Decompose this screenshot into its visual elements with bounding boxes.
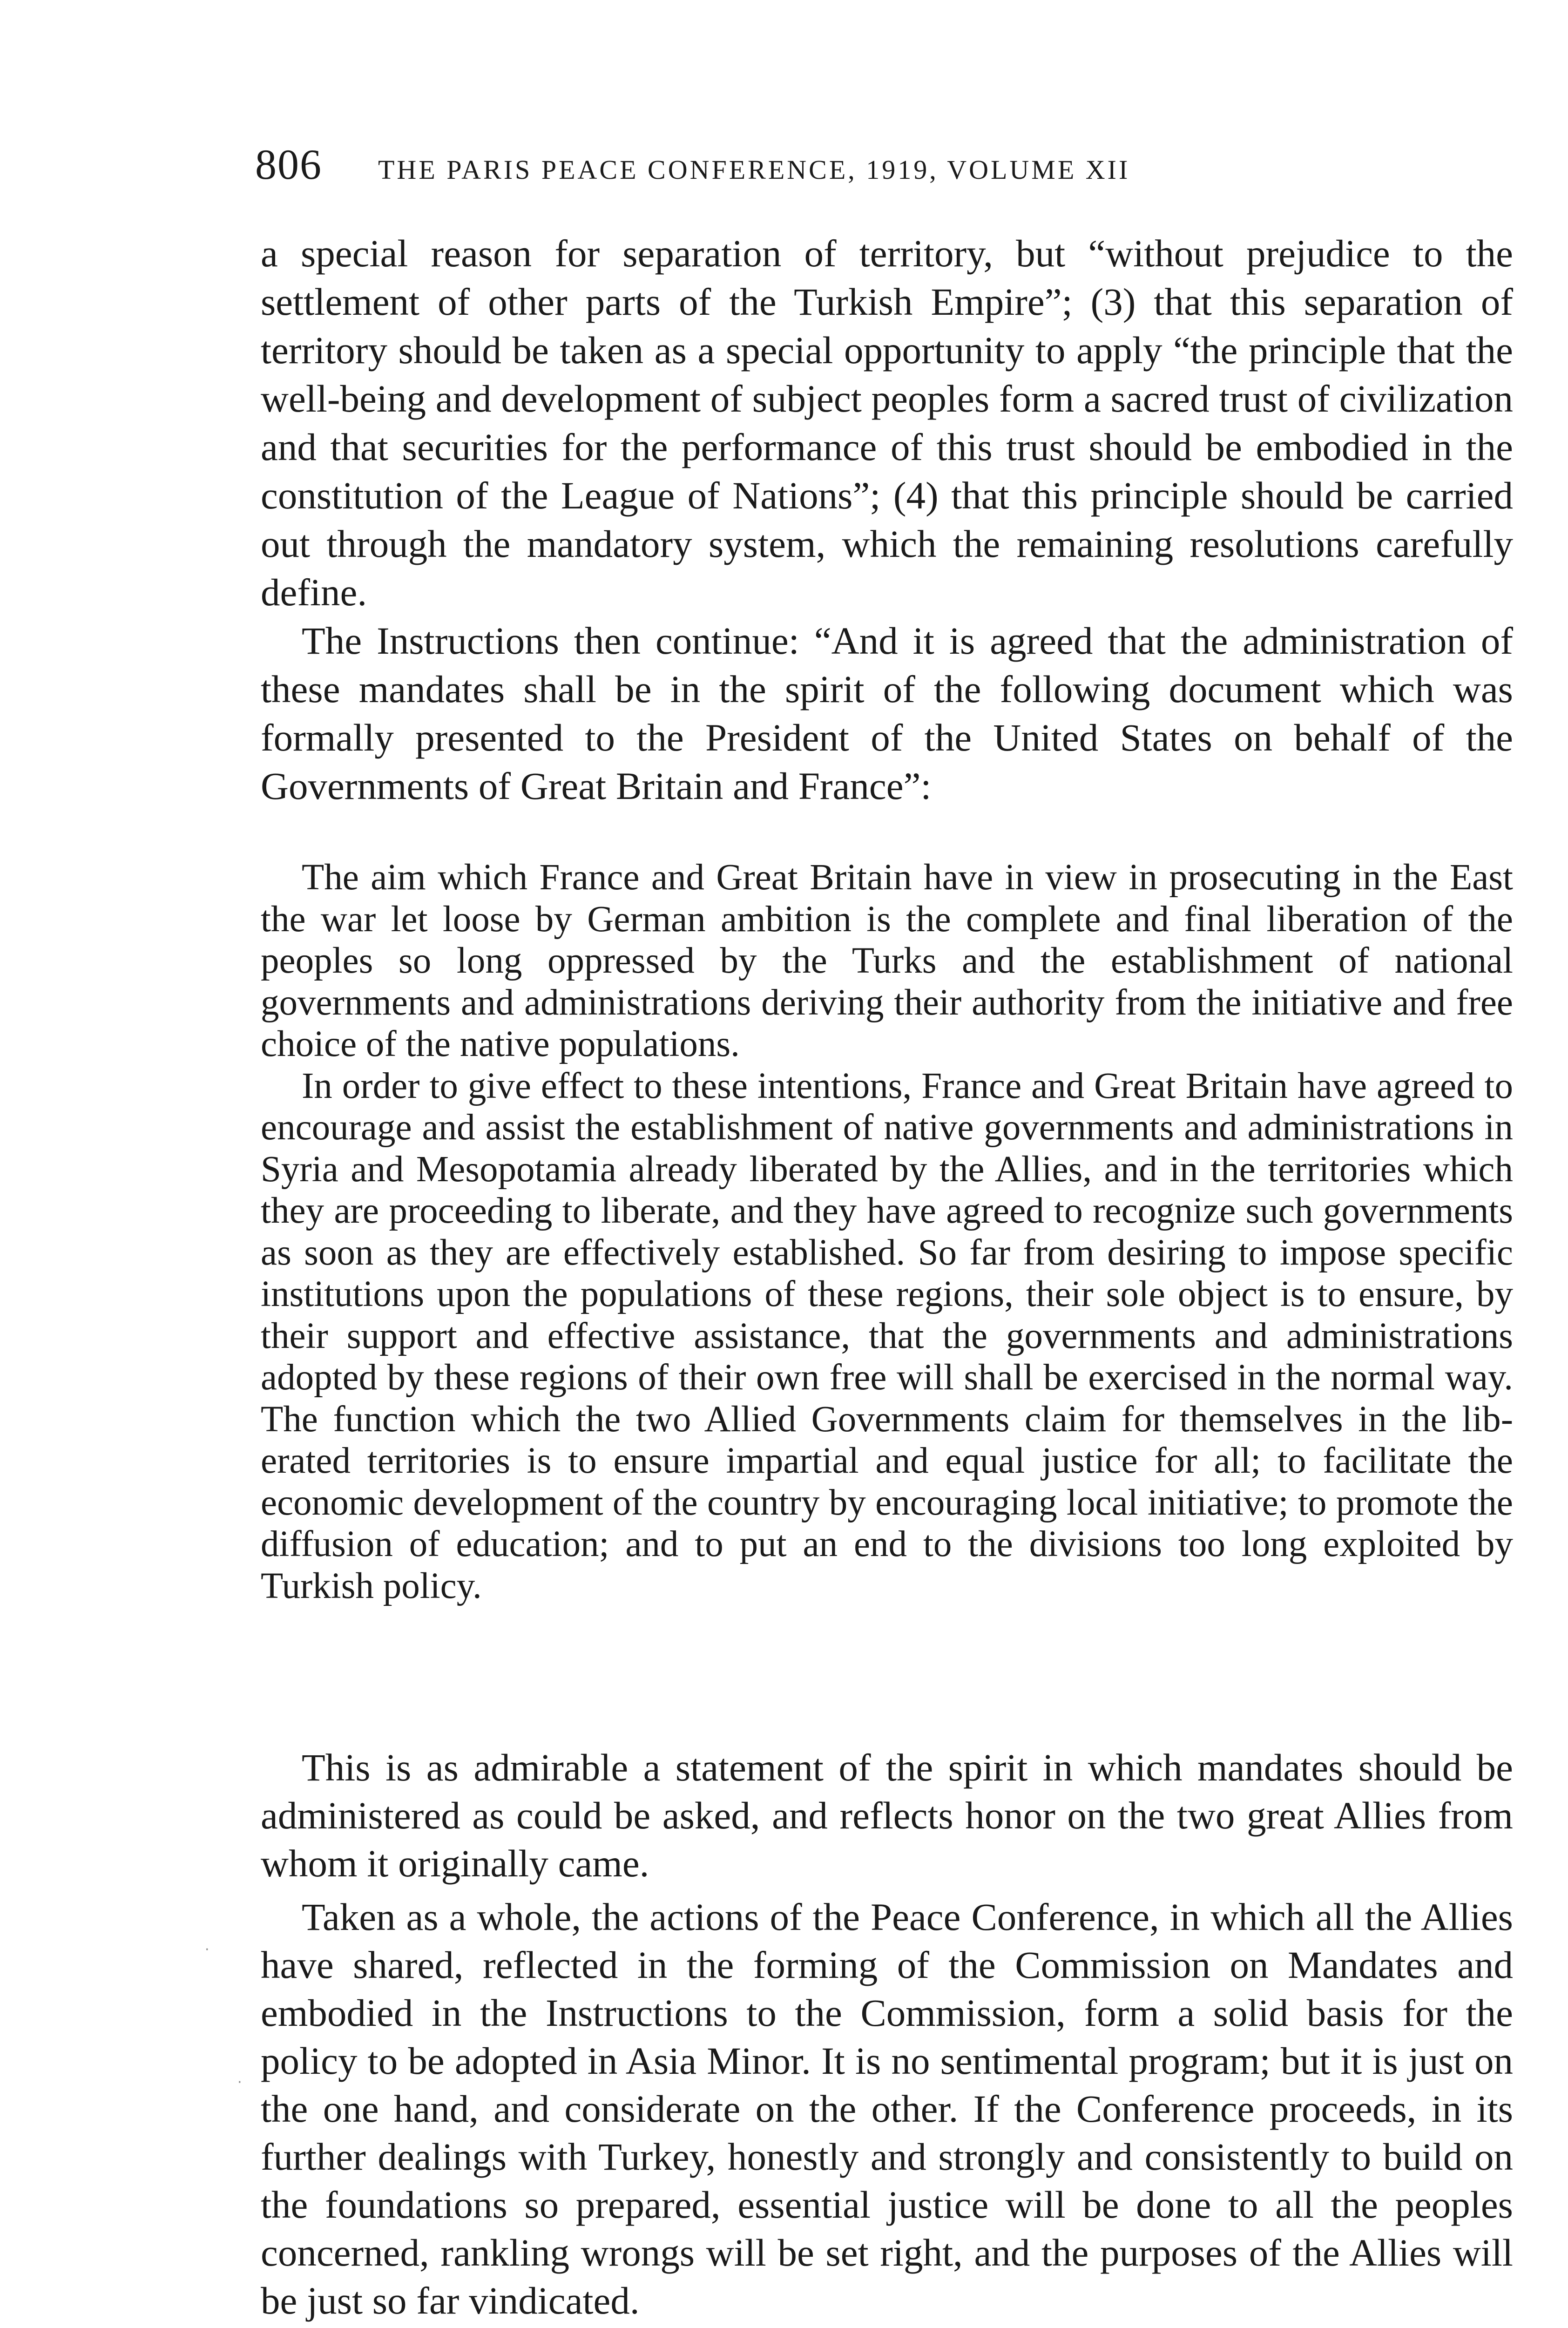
quotation-paragraph-aim: The aim which France and Great Britain have in view in prosecuting in the East the war let loose by German ambition is the complete and final liberation of the peoples so long oppressed by the Turks and the establishment of national governments and administrations deriving their authority from the initiative and free choice of the native populations.	[261, 857, 1513, 1064]
page-header	[255, 140, 1512, 191]
paragraph-continued: a special reason for separation of territory, but “without prejudice to the settlement of other parts of the Turkish Empire”; (3) that this separation of territory should be taken as a special opportunity to apply “the principle that the well-being and development of subject peoples form a sacred trust of civilization and that securities for the performance of this trust should be embodied in the constitution of the League of Nations”; (4) that this principle should be carried out through the mandatory system, which the remaining resolutions carefully define.	[261, 232, 1513, 614]
body-section-2	[261, 1744, 1513, 2325]
quotation-paragraph-intentions: In order to give effect to these intentions, France and Great Britain have agreed to encourage and assist the establishment of native governments and administrations in Syria and Mesopotamia already liberated by the Allies, and in the territories which they are proceeding to liberate, and they have agreed to recognize such governments as soon as they are effectively established. So far from desiring to impose specific institutions upon the populations of these regions, their sole object is to ensure, by their support and effective assistance, that the governments and administrations adopted by these regions of their own free will shall be exercised in the normal way. The function which the two Allied Governments claim for themselves in the liberated territories is to ensure impartial and equal justice for all; to facilitate the economic development of the country by encouraging local initiative; to promote the diffusion of education; and to put an end to the divisions too long exploited by Turkish policy.	[261, 1065, 1513, 1606]
page-number: 806	[255, 141, 322, 188]
running-head: THE PARIS PEACE CONFERENCE, 1919, VOLUME XII	[378, 155, 1130, 185]
scan-speck: ·	[205, 1942, 210, 1958]
scan-speck: ·	[237, 2074, 242, 2091]
block-quotation	[261, 857, 1513, 1607]
paragraph-admirable-statement: This is as admirable a statement of the spirit in which mandates should be administered as could be asked, and reflects honor on the two great Allies from whom it originally came.	[261, 1746, 1513, 1885]
paragraph-instructions: The Instructions then continue: “And it is agreed that the administration of these mandates shall be in the spirit of the following document which was formally presented to the President of the United States on behalf of the Governments of Great Britain and France”:	[261, 619, 1513, 807]
body-section-1	[261, 229, 1513, 810]
paragraph-conclusion: Taken as a whole, the actions of the Peace Conference, in which all the Allies have shared, reflected in the forming of the Commission on Mandates and embodied in the Instructions to the Commission, form a solid basis for the policy to be adopted in Asia Minor. It is no sentimental program; but it is just on the one hand, and considerate on the other. If the Conference proceeds, in its further dealings with Turkey, honestly and strongly and consistently to build on the foundations so prepared, essential justice will be done to all the peoples concerned, rankling wrongs will be set right, and the purposes of the Allies will be just so far vindicated.	[261, 1895, 1513, 2322]
